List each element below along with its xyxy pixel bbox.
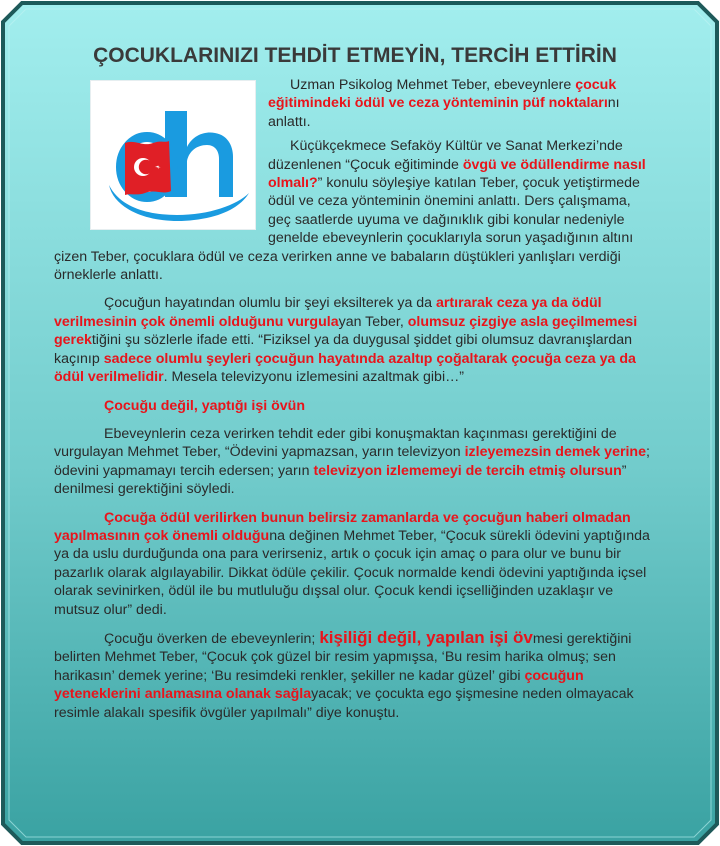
body-text: mesi gerektiğini belirten Mehmet Teber, “Çocuk çok güzel bir resim yapmışsa, ‘Bu resim harika olmuş; sen harikasın’ demek yerine; ‘Bu resimdeki renkler, şekiller ne kadar güzel’ gibi [54,630,632,684]
highlighted-text: olumsuz çizgiye asla geçilmemesi gerek [54,313,638,349]
highlighted-text: artırarak ceza ya da ödül verilmesinin çok önemli olduğunu vurgula [54,295,602,330]
highlighted-text: çocuk eğitimindeki ödül ve ceza yönteminin püf noktaları [268,77,617,112]
body-text: na değinen Mehmet Teber, “Çocuk sürekli ödevini yaptığında ya da uslu durduğunda ona para verirseniz, artık o çocuk için amaç o para olur ve bunu bir pazarlık olarak algılayabilir. Dikkat ödüle çekilir. Çocuk normalde kendi ödevini yaptığında içsel olarak sevinirken, ödül ile bu mutluluğu dışsal olur. Çocuk kendi içselliğinden uzaklaşır ve mutsuz olur” dedi. [54,527,650,618]
body-text: ” konulu söyleşiye katılan Teber, çocuk yetiştirmede ödül ve ceza yönteminin önemini anlattı. Ders çalışmama, geç saatlerde uyuma ve dağınıklık gibi konular nedeniyle genelde ebeveynlerin çocuklarıyla sorun yaşadığının altını çizen Teber, çocuklara ödül ve ceza verirken anne ve babaların düştükleri yanlışları verdiği örneklerle anlattı. [54,175,640,284]
flag-dh-logo-icon [91,81,255,229]
section-subheading: Çocuğu değil, yaptığı işi övün [104,397,306,414]
highlighted-text: televizyon izlememeyi de tercih etmiş olursun [313,462,622,479]
article-body [54,44,650,722]
paragraph-4 [54,629,650,722]
highlighted-text: övgü ve ödüllendirme nasıl olmalı? [268,156,646,192]
highlighted-text: sadece olumlu şeyleri çocuğun hayatında azaltıp çoğaltarak çocuğa ceza ya da ödül verilmelidir [54,350,636,386]
body-text: nı anlattı. [268,95,620,130]
body-text: ; ödevini yapmamayı tercih edersen; yarın [54,444,650,479]
highlighted-text: Çocuğa ödül verilirken bunun belirsiz zamanlarda ve çocuğun haberi olmadan yapılmasının çok önemli olduğu [54,509,631,544]
body-text: Çocuğu överken de ebeveynlerin; [104,630,320,647]
body-text: Uzman Psikolog Mehmet Teber, ebeveynlere [290,77,576,93]
body-text: tiğini şu sözlerle ifade etti. “Fiziksel ya da duygusal şiddet gibi olumsuz davranışlardan kaçınıp [54,332,633,367]
body-text: Çocuğun hayatından olumlu bir şeyi eksilterek ya da [104,295,437,312]
body-text: . Mesela televizyonu izlemesini azaltmak gibi…” [163,369,465,386]
article-title: ÇOCUKLARINIZI TEHDİT ETMEYİN, TERCİH ETTİRİN [93,44,617,67]
paragraph-3 [54,509,650,619]
body-text: yacak; ve çocukta ego şişmesine neden olmayacak resimle alakalı spesifik övgüler yapılmalı” diye konuştu. [54,686,634,721]
body-text: ” denilmesi gerektiğini söyledi. [54,462,627,498]
body-text: Ebeveynlerin ceza verirken tehdit eder gibi konuşmaktan kaçınması gerektiğini de vurgulayan Mehmet Teber, “Ödevini yapmazsan, yarın televizyon [54,425,617,461]
highlighted-text: kişiliği değil, yapılan işi öv [319,627,533,647]
body-text: yan Teber, [338,313,408,330]
logo [90,80,256,230]
highlighted-text: izleyemezsin demek yerine [464,444,646,461]
paragraph-2 [54,425,650,499]
body-text: Küçükçekmece Sefaköy Kültür ve Sanat Merkezi’nde düzenlenen “Çocuk eğitiminde [268,138,623,173]
paragraph-1 [54,294,650,386]
highlighted-text: çocuğun yeteneklerini anlamasına olanak sağla [54,667,584,703]
